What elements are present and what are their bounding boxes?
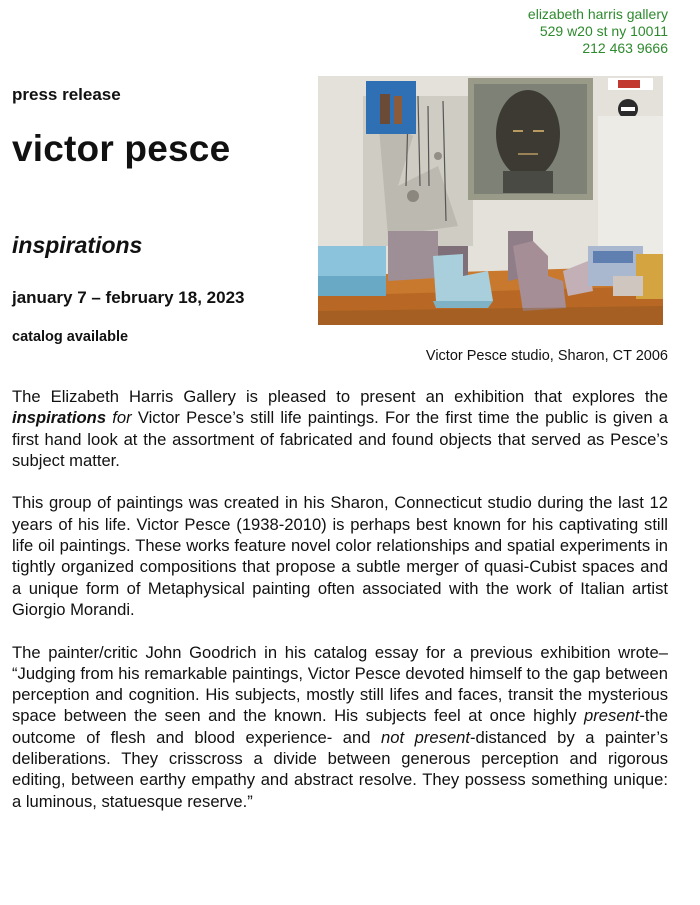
p1-text-b: Victor Pesce’s still life paintings. For the first time the public is given a first hand look at the assortment of fabricated and found objects that served as Pesce’s subject matter. [12, 408, 668, 470]
photo-caption: Victor Pesce studio, Sharon, CT 2006 [425, 348, 668, 364]
gallery-name: elizabeth harris gallery [527, 6, 668, 22]
p3-text-a: The painter/critic John Goodrich in his catalog essay for a previous exhibition wrote– “Judging from his remarkable paintings, Victor Pesce devoted himself to the gap between perception and cognition. His subjects, mostly still lifes and faces, transit the mysterious space between the seen and the known. His subjects feel at once highly [12, 642, 668, 726]
p3-emphasis-not-present: not present [381, 727, 471, 747]
paragraph-3 [12, 642, 668, 812]
exhibition-title: inspirations [12, 232, 143, 258]
p3-text-b: -the outcome of flesh and blood experience- and [12, 706, 668, 747]
paragraph-2: This group of paintings was created in his Sharon, Connecticut studio during the last 12 years of his life. Victor Pesce (1938-2010) is perhaps best known for his captivating still life oil paintings. These works feature novel color relationships and spatial experiments in tightly organized compositions that propose a subtle merger of quasi-Cubist spaces and a unique form of Metaphysical painting often associated with the work of Italian artist Giorgio Morandi. [12, 493, 668, 619]
studio-photo [318, 76, 663, 325]
gallery-address: 529 w20 st ny 10011 [539, 23, 668, 39]
p1-emphasis: inspirations [12, 408, 107, 428]
paragraph-1 [12, 386, 668, 471]
gallery-phone: 212 463 9666 [582, 40, 668, 56]
press-release-body [12, 386, 668, 833]
catalog-note: catalog available [12, 329, 129, 345]
gallery-letterhead [528, 6, 668, 57]
p1-emphasis-for: for [106, 408, 132, 428]
exhibition-dates: january 7 – february 18, 2023 [12, 288, 245, 307]
press-release-label: press release [12, 85, 121, 104]
p3-text-c: -distanced by a painter’s deliberations. They crisscross a divide between generous perception and rigorous editing, between earthy empathy and abstract resolve. They possess something unique: a luminous, statuesque reserve.” [12, 727, 669, 811]
p3-emphasis-present: present [584, 706, 640, 726]
p1-text-a: The Elizabeth Harris Gallery is pleased to present an exhibition that explores the [12, 387, 668, 406]
artist-name: victor pesce [12, 128, 231, 169]
